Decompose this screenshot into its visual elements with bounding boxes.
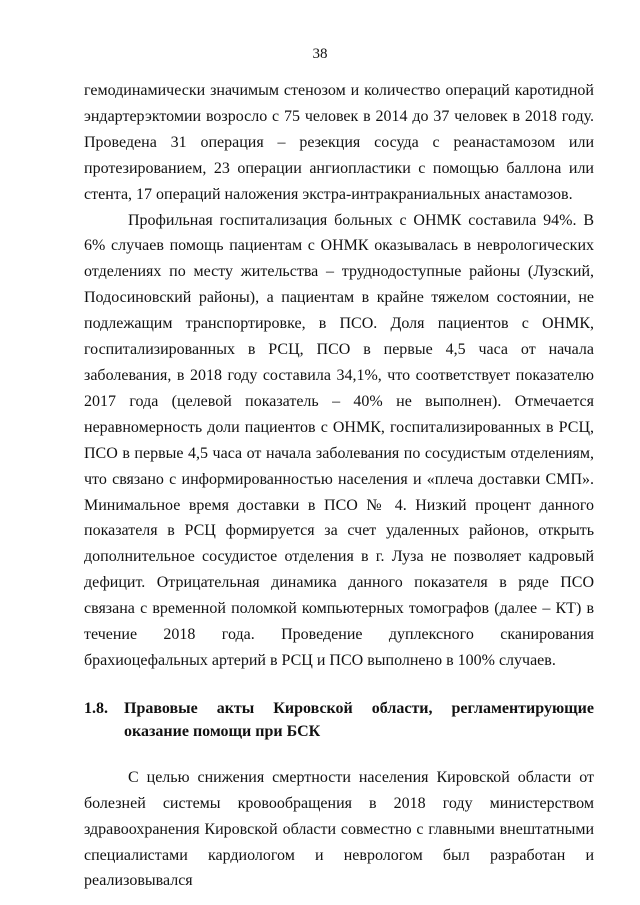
page-number: 38 [312,46,328,62]
section-number: 1.8. [84,699,108,717]
paragraph-carotid-surgery: гемодинамически значимым стенозом и количество операций каротидной эндартерэктомии возросло с 75 человек в 2014 до 37 человек в 2018 году. Проведена 31 операция – резекция сосуда с реанастамозом или протезированием, 23 операции ангиопластики с помощью баллона или стента, 17 операций наложения экстра-интракраниальных анастамозов. [84,82,594,203]
paragraph-legal-acts: С целью снижения смертности населения Кировской области от болезней системы кровообращения в 2018 году министерством здравоохранения Кировской области совместно с главными внештатными специалистами кардиологом и неврологом был разработан и реализовывался [84,768,594,890]
section-heading [84,697,594,743]
document-body [84,78,594,894]
section-title: Правовые акты Кировской области, регламентирующие оказание помощи при БСК [124,699,594,740]
paragraph-hospitalization: Профильная госпитализация больных с ОНМК составила 94%. В 6% случаев помощь пациентам с ОНМК оказывалась в неврологических отделениях по месту жительства – труднодоступные районы (Лузский, Подосиновский районы), а пациентам в крайне тяжелом состоянии, не подлежащим транспортировке, в ПСО. Доля пациентов с ОНМК, госпитализированных в РСЦ, ПСО в первые 4,5 часа от начала заболевания, в 2018 году составила 34,1%, что соответствует показателю 2017 года (целевой показатель – 40% не выполнен). Отмечается неравномерность доли пациентов с ОНМК, госпитализированных в РСЦ, ПСО в первые 4,5 часа от начала заболевания по сосудистым отделениям, что связано с информированностью населения и «плеча доставки СМП». Минимальное время доставки в ПСО № 4. Низкий процент данного показателя в РСЦ формируется за счет удаленных районов, открыть дополнительное сосудистое отделения в г. Луза не позволяет кадровый дефицит. Отрицательная динамика данного показателя в ряде ПСО связана с временной поломкой компьютерных томографов (далее – КТ) в течение 2018 года. Проведение дуплексного сканирования брахиоцефальных артерий в РСЦ и ПСО выполнено в 100% случаев. [84,211,594,669]
